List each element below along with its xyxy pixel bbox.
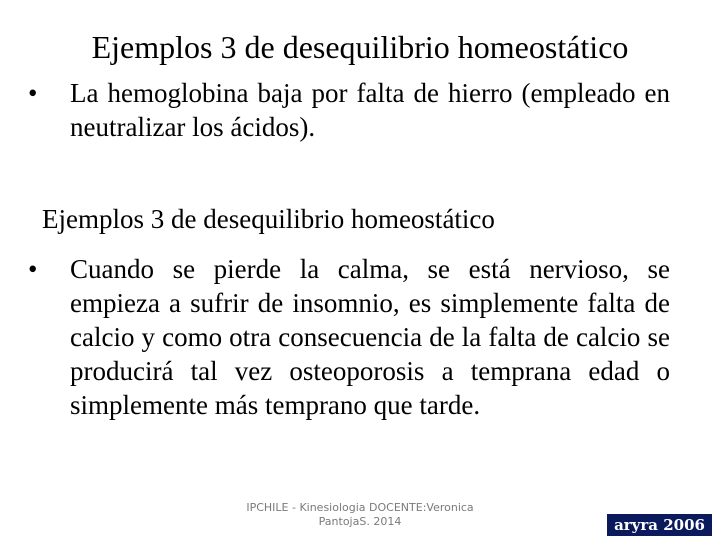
section-heading: Ejemplos 3 de desequilibrio homeostático xyxy=(42,204,495,234)
footer-line-2: PantojaS. 2014 xyxy=(318,515,402,528)
bullet-item-hemoglobina xyxy=(28,76,670,144)
bullet-marker: • xyxy=(28,254,38,284)
bullet-text: La hemoglobina baja por falta de hierro (empleado en neutralizar los ácidos). xyxy=(70,78,670,142)
bullet-marker: • xyxy=(28,78,38,108)
watermark-badge: aryra 2006 xyxy=(607,514,712,536)
footer-line-1: IPCHILE - Kinesiologia DOCENTE:Veronica xyxy=(246,501,474,514)
bullet-item-calcio xyxy=(28,252,670,422)
slide-title: Ejemplos 3 de desequilibrio homeostático xyxy=(91,29,629,65)
footer-credit xyxy=(230,501,490,529)
bullet-text: Cuando se pierde la calma, se está nervioso, se empieza a sufrir de insomnio, es simplemente falta de calcio y como otra consecuencia de la falta de calcio se producirá tal vez osteoporosis a temprana edad o simplemente más temprano que tarde. xyxy=(70,254,670,420)
